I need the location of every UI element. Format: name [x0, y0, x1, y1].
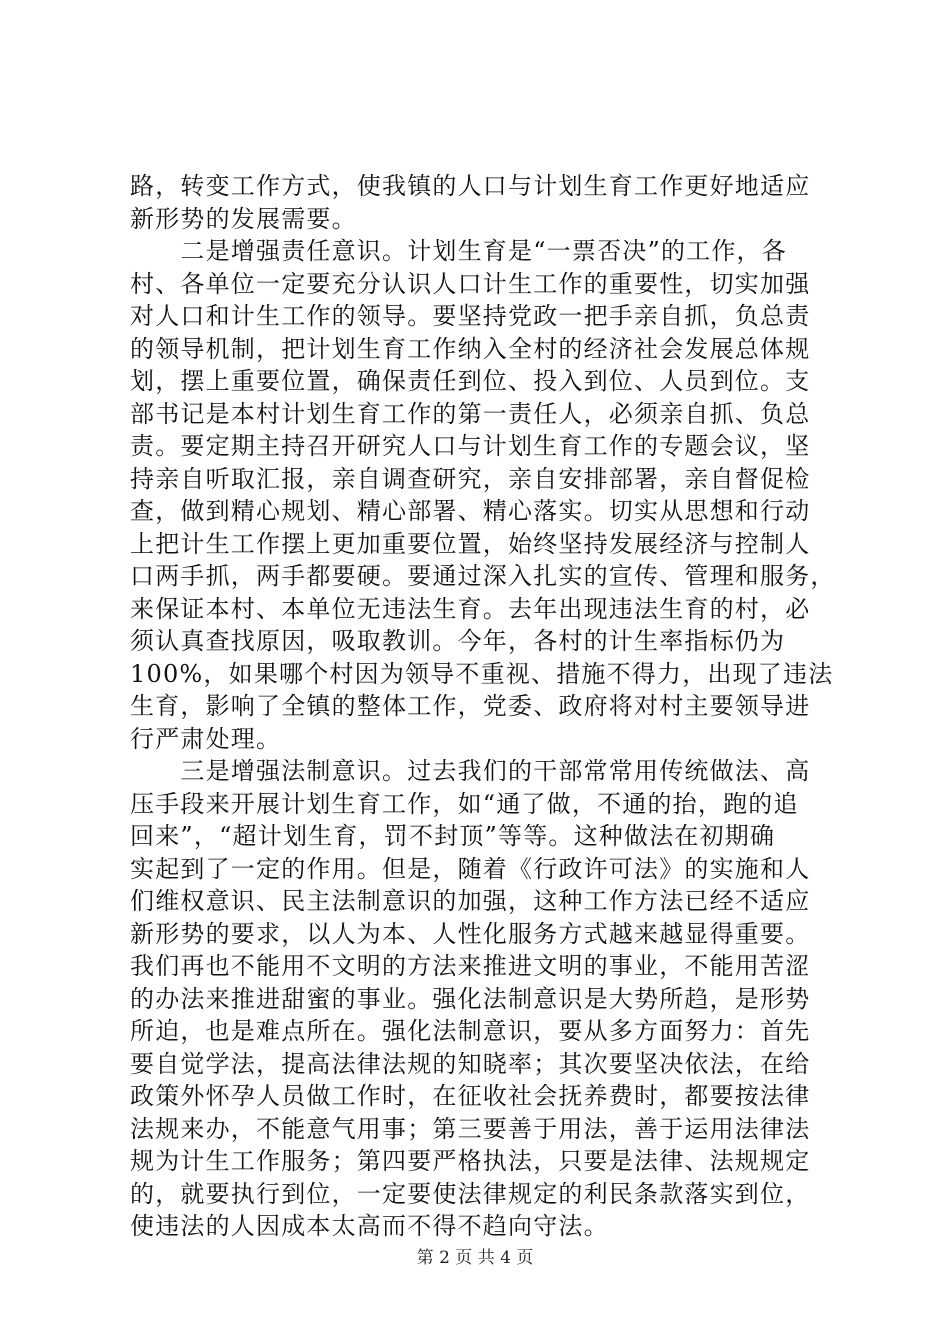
text-line: 口两手抓，两手都要硬。要通过深入扎实的宣传、管理和服务， [130, 562, 836, 590]
text-line: 生育，影响了全镇的整体工作，党委、政府将对村主要领导进 [130, 692, 811, 720]
text-line: 100%，如果哪个村因为领导不重视、措施不得力，出现了违法 [130, 659, 834, 688]
text-line: 来保证本村、本单位无违法生育。去年出现违法生育的村，必 [130, 594, 811, 623]
text-line: 对人口和计生工作的领导。要坚持党政一把手亲自抓，负总责 [130, 302, 811, 330]
text-line: 划，摆上重要位置，确保责任到位、投入到位、人员到位。支 [130, 367, 811, 395]
text-line: 所迫，也是难点所在。强化法制意识，要从多方面努力：首先 [130, 1017, 811, 1045]
paragraph-start-line: 二是增强责任意识。计划生育是“一票否决”的工作，各 [130, 237, 787, 265]
text-line: 压手段来开展计划生育工作，如“通了做，不通的抬，跑的追 [130, 789, 799, 818]
text-line: 要自觉学法，提高法律法规的知晓率；其次要坚决依法，在给 [130, 1049, 811, 1078]
text-line: 回来”，“超计划生育，罚不封顶”等等。这种做法在初期确 [130, 822, 776, 850]
text-line: 法规来办，不能意气用事；第三要善于用法，善于运用法律法 [130, 1114, 811, 1143]
text-line: 村、各单位一定要充分认识人口计生工作的重要性，切实加强 [130, 269, 811, 298]
text-line: 责。要定期主持召开研究人口与计划生育工作的专题会议，坚 [130, 432, 811, 460]
text-line: 实起到了一定的作用。但是，随着《行政许可法》的实施和人 [130, 854, 811, 883]
document-body [130, 170, 836, 1243]
text-line: 的领导机制，把计划生育工作纳入全村的经济社会发展总体规 [130, 334, 811, 363]
text-line: 的，就要执行到位，一定要使法律规定的利民条款落实到位， [130, 1179, 811, 1208]
text-line: 部书记是本村计划生育工作的第一责任人，必须亲自抓、负总 [130, 399, 811, 428]
text-line: 持亲自听取汇报，亲自调查研究，亲自安排部署，亲自督促检 [130, 464, 811, 493]
paragraph-start-line: 三是增强法制意识。过去我们的干部常常用传统做法、高 [130, 757, 811, 785]
text-line: 我们再也不能用不文明的方法来推进文明的事业，不能用苦涩 [130, 952, 811, 980]
text-line: 政策外怀孕人员做工作时，在征收社会抚养费时，都要按法律 [130, 1082, 811, 1110]
text-line: 新形势的发展需要。 [130, 204, 357, 233]
text-line: 路，转变工作方式，使我镇的人口与计划生育工作更好地适应 [130, 172, 811, 200]
text-line: 须认真查找原因，吸取教训。今年，各村的计生率指标仍为 [130, 627, 786, 655]
text-line: 行严肃处理。 [130, 724, 282, 753]
page-number-footer: 第 2 页 共 4 页 [416, 1248, 534, 1268]
text-line: 查，做到精心规划、精心部署、精心落实。切实从思想和行动 [130, 497, 811, 525]
text-line: 上把计生工作摆上更加重要位置，始终坚持发展经济与控制人 [130, 529, 811, 558]
text-line: 新形势的要求，以人为本、人性化服务方式越来越显得重要。 [130, 919, 811, 948]
text-line: 的办法来推进甜蜜的事业。强化法制意识是大势所趋，是形势 [130, 984, 811, 1013]
text-line: 们维权意识、民主法制意识的加强，这种工作方法已经不适应 [130, 887, 811, 915]
text-line: 使违法的人因成本太高而不得不趋向守法。 [130, 1212, 609, 1240]
text-line: 规为计生工作服务；第四要严格执法，只要是法律、法规规定 [130, 1147, 811, 1175]
